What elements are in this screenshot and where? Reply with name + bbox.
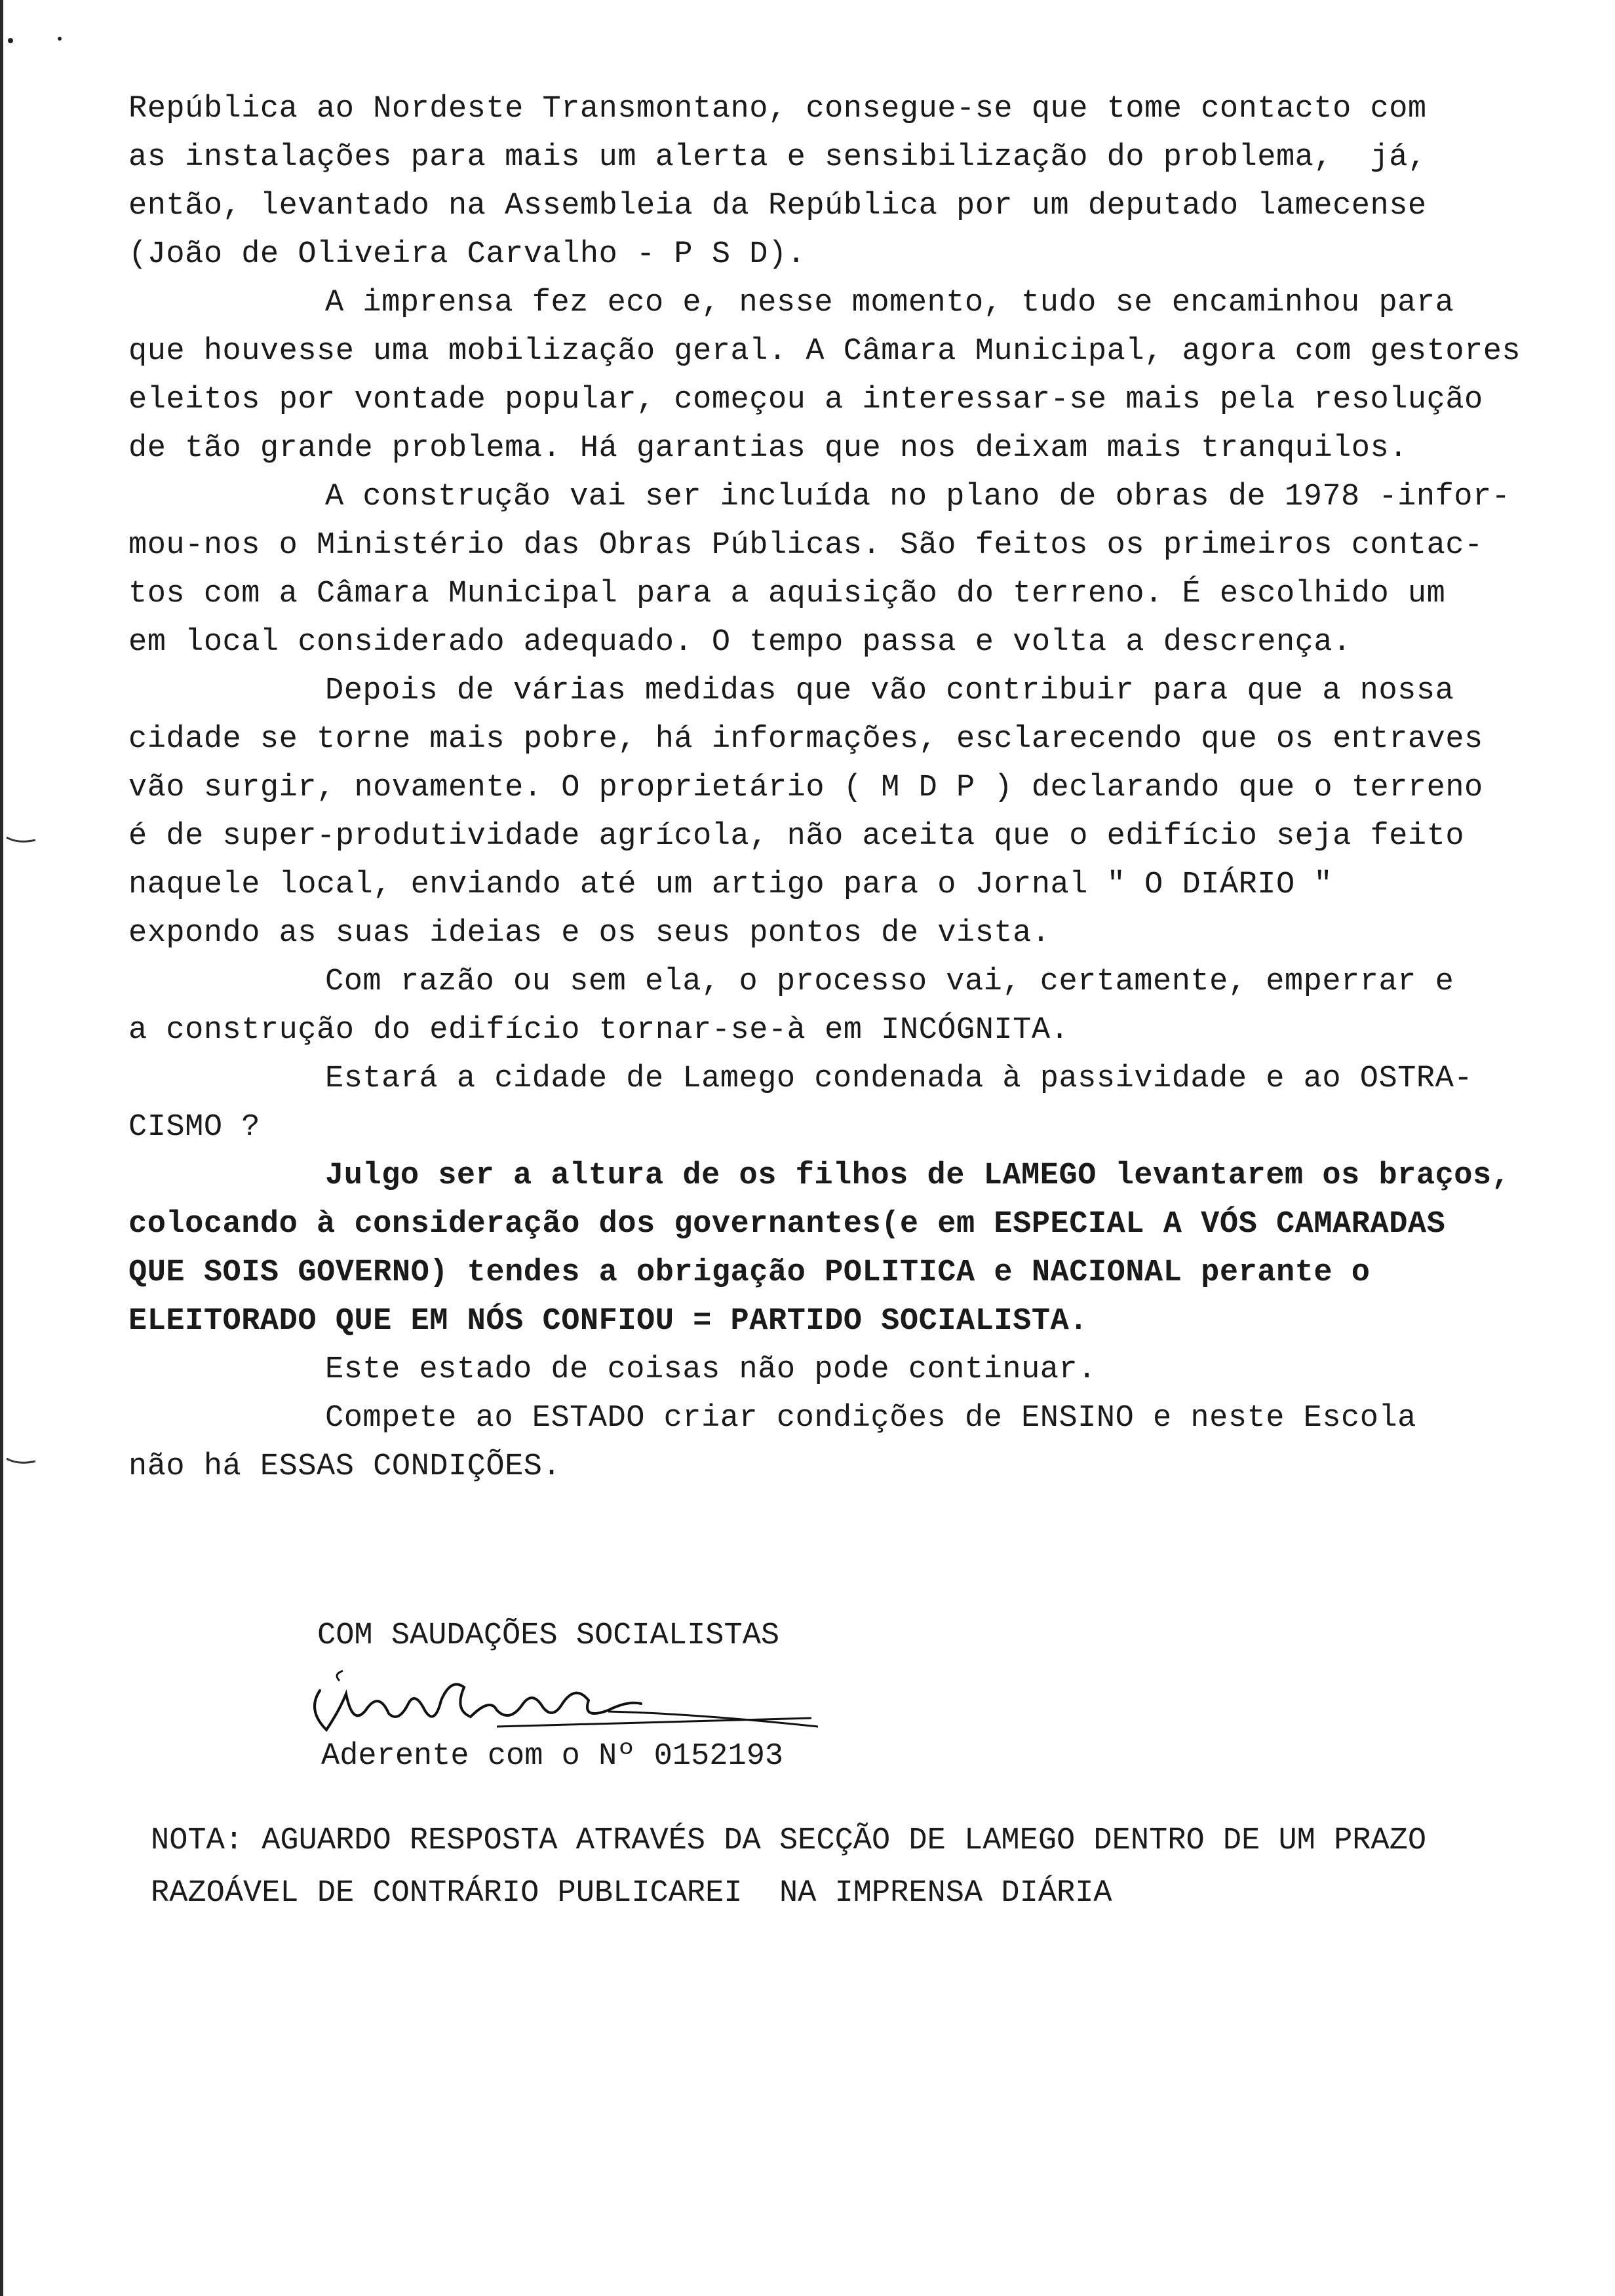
text-line: cidade se torne mais pobre, há informações, esclarecendo que os entraves <box>128 722 1483 757</box>
letter-body <box>128 85 1564 1491</box>
page-left-edge <box>0 0 3 2296</box>
text-line: de tão grande problema. Há garantias que nos deixam mais tranquilos. <box>128 431 1408 466</box>
text-line: é de super-produtividade agrícola, não aceita que o edifício seja feito <box>128 819 1465 854</box>
member-number-line: Aderente com o Nº 0152193 <box>321 1739 784 1774</box>
margin-mark <box>5 1456 38 1469</box>
text-line: ELEITORADO QUE EM NÓS CONFIOU = PARTIDO SOCIALISTA. <box>128 1304 1088 1339</box>
text-line: (João de Oliveira Carvalho - P S D). <box>128 237 806 272</box>
text-line: eleitos por vontade popular, começou a interessar-se mais pela resolução <box>128 383 1483 417</box>
scan-speck <box>8 38 13 43</box>
text-line: República ao Nordeste Transmontano, consegue-se que tome contacto com <box>128 92 1427 126</box>
text-line: vão surgir, novamente. O proprietário ( M D P ) declarando que o terreno <box>128 771 1483 805</box>
text-line: Estará a cidade de Lamego condenada à passividade e ao OSTRA- <box>325 1062 1473 1096</box>
closing-salutation: COM SAUDAÇÕES SOCIALISTAS <box>317 1618 780 1653</box>
text-line: Com razão ou sem ela, o processo vai, certamente, emperrar e <box>325 965 1454 999</box>
text-line: não há ESSAS CONDIÇÕES. <box>128 1449 562 1484</box>
text-line: A construção vai ser incluída no plano de obras de 1978 -infor- <box>325 480 1511 514</box>
text-line: Compete ao ESTADO criar condições de ENSINO e neste Escola <box>325 1401 1416 1436</box>
text-line: Este estado de coisas não pode continuar. <box>325 1352 1097 1387</box>
text-line: a construção do edifício tornar-se-à em INCÓGNITA. <box>128 1013 1070 1048</box>
text-line: Depois de várias medidas que vão contribuir para que a nossa <box>325 674 1454 708</box>
paragraph <box>128 1152 1564 1346</box>
note-line: RAZOÁVEL DE CONTRÁRIO PUBLICAREI NA IMPRENSA DIÁRIA <box>151 1876 1112 1911</box>
text-line: A imprensa fez eco e, nesse momento, tudo se encaminhou para <box>325 286 1454 320</box>
paragraph <box>128 958 1564 1055</box>
paragraph <box>128 1346 1564 1394</box>
text-line: tos com a Câmara Municipal para a aquisição do terreno. É escolhido um <box>128 577 1446 611</box>
text-line: então, levantado na Assembleia da República por um deputado lamecense <box>128 189 1427 223</box>
text-line: CISMO ? <box>128 1110 260 1145</box>
text-line: que houvesse uma mobilização geral. A Câmara Municipal, agora com gestores <box>128 334 1521 369</box>
paragraph <box>128 473 1564 667</box>
paragraph <box>128 1394 1564 1491</box>
text-line: as instalações para mais um alerta e sensibilização do problema, já, <box>128 140 1427 175</box>
text-line: naquele local, enviando até um artigo para o Jornal " O DIÁRIO " <box>128 868 1333 902</box>
paragraph <box>128 85 1564 279</box>
note-block <box>151 1815 1426 1920</box>
text-line: colocando à consideração dos governantes(e em ESPECIAL A VÓS CAMARADAS <box>128 1207 1446 1242</box>
margin-mark <box>5 835 38 848</box>
text-line: mou-nos o Ministério das Obras Públicas. São feitos os primeiros contac- <box>128 528 1483 563</box>
paragraph <box>128 279 1564 473</box>
text-line: em local considerado adequado. O tempo passa e volta a descrença. <box>128 625 1352 660</box>
note-line: NOTA: AGUARDO RESPOSTA ATRAVÉS DA SECÇÃO DE LAMEGO DENTRO DE UM PRAZO <box>151 1824 1427 1858</box>
paragraph <box>128 667 1564 958</box>
scan-speck <box>58 37 62 41</box>
paragraph <box>128 1055 1564 1152</box>
text-line: Julgo ser a altura de os filhos de LAMEGO levantarem os braços, <box>325 1158 1511 1193</box>
text-line: expondo as suas ideias e os seus pontos de vista. <box>128 916 1051 951</box>
text-line: QUE SOIS GOVERNO) tendes a obrigação POLITICA e NACIONAL perante o <box>128 1255 1371 1290</box>
